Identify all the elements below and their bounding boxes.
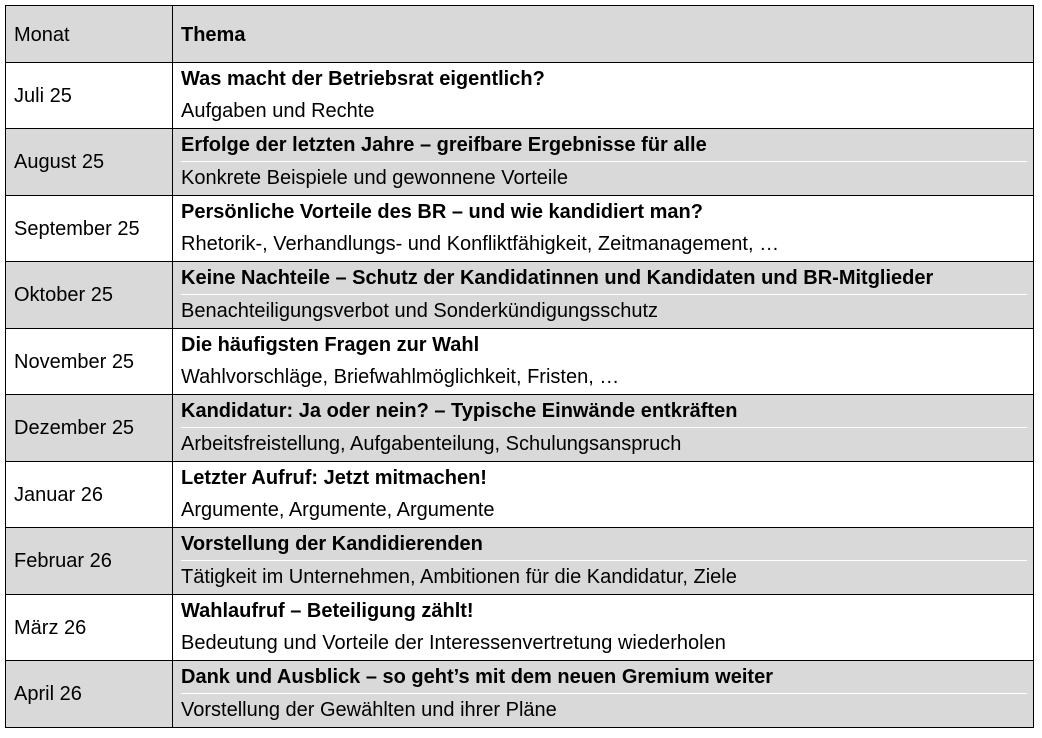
topic-subtitle: Rhetorik-, Verhandlungs- und Konfliktfähigkeit, Zeitmanagement, …	[181, 233, 780, 255]
topic-subtitle: Benachteiligungsverbot und Sonderkündigungsschutz	[181, 294, 1027, 328]
topic-subtitle: Bedeutung und Vorteile der Interessenvertretung wiederholen	[181, 632, 726, 654]
topic-title: Erfolge der letzten Jahre – greifbare Ergebnisse für alle	[181, 134, 707, 156]
topic-cell	[173, 528, 1034, 595]
table-row	[6, 196, 1034, 262]
schedule-table	[5, 5, 1034, 728]
topic-cell	[173, 63, 1034, 129]
topic-title: Die häufigsten Fragen zur Wahl	[181, 334, 480, 356]
topic-cell	[173, 395, 1034, 462]
topic-cell	[173, 661, 1034, 728]
table-row	[6, 262, 1034, 329]
topic-title: Letzter Aufruf: Jetzt mitmachen!	[181, 467, 487, 489]
topic-cell	[173, 595, 1034, 661]
table-row	[6, 63, 1034, 129]
topic-cell	[173, 262, 1034, 329]
month-cell: September 25	[6, 196, 173, 262]
table-row	[6, 528, 1034, 595]
month-cell: Februar 26	[6, 528, 173, 595]
month-cell: Januar 26	[6, 462, 173, 528]
month-cell: Oktober 25	[6, 262, 173, 329]
topic-cell	[173, 196, 1034, 262]
month-cell: November 25	[6, 329, 173, 395]
topic-subtitle: Argumente, Argumente, Argumente	[181, 499, 495, 521]
topic-title: Keine Nachteile – Schutz der Kandidatinnen und Kandidaten und BR-Mitglieder	[181, 267, 934, 289]
topic-subtitle: Wahlvorschläge, Briefwahlmöglichkeit, Fristen, …	[181, 366, 620, 388]
topic-cell	[173, 329, 1034, 395]
table-row	[6, 661, 1034, 728]
topic-title: Kandidatur: Ja oder nein? – Typische Einwände entkräften	[181, 400, 738, 422]
table-row	[6, 462, 1034, 528]
topic-cell	[173, 129, 1034, 196]
topic-title: Wahlaufruf – Beteiligung zählt!	[181, 600, 474, 622]
topic-title: Dank und Ausblick – so geht’s mit dem neuen Gremium weiter	[181, 666, 773, 688]
month-cell: Dezember 25	[6, 395, 173, 462]
topic-title: Persönliche Vorteile des BR – und wie kandidiert man?	[181, 201, 703, 223]
topic-subtitle: Tätigkeit im Unternehmen, Ambitionen für die Kandidatur, Ziele	[181, 560, 1027, 594]
column-header-month: Monat	[6, 6, 173, 63]
table-row	[6, 395, 1034, 462]
table-row	[6, 329, 1034, 395]
topic-subtitle: Arbeitsfreistellung, Aufgabenteilung, Schulungsanspruch	[181, 427, 1027, 461]
topic-title: Vorstellung der Kandidierenden	[181, 533, 483, 555]
column-header-topic: Thema	[173, 6, 1034, 63]
header-row	[6, 6, 1034, 63]
month-cell: März 26	[6, 595, 173, 661]
topic-cell	[173, 462, 1034, 528]
topic-subtitle: Vorstellung der Gewählten und ihrer Pläne	[181, 693, 1027, 727]
table-row	[6, 595, 1034, 661]
topic-title: Was macht der Betriebsrat eigentlich?	[181, 68, 545, 90]
month-cell: August 25	[6, 129, 173, 196]
month-cell: Juli 25	[6, 63, 173, 129]
table-row	[6, 129, 1034, 196]
topic-subtitle: Konkrete Beispiele und gewonnene Vorteile	[181, 161, 1027, 195]
topic-subtitle: Aufgaben und Rechte	[181, 100, 375, 122]
month-cell: April 26	[6, 661, 173, 728]
